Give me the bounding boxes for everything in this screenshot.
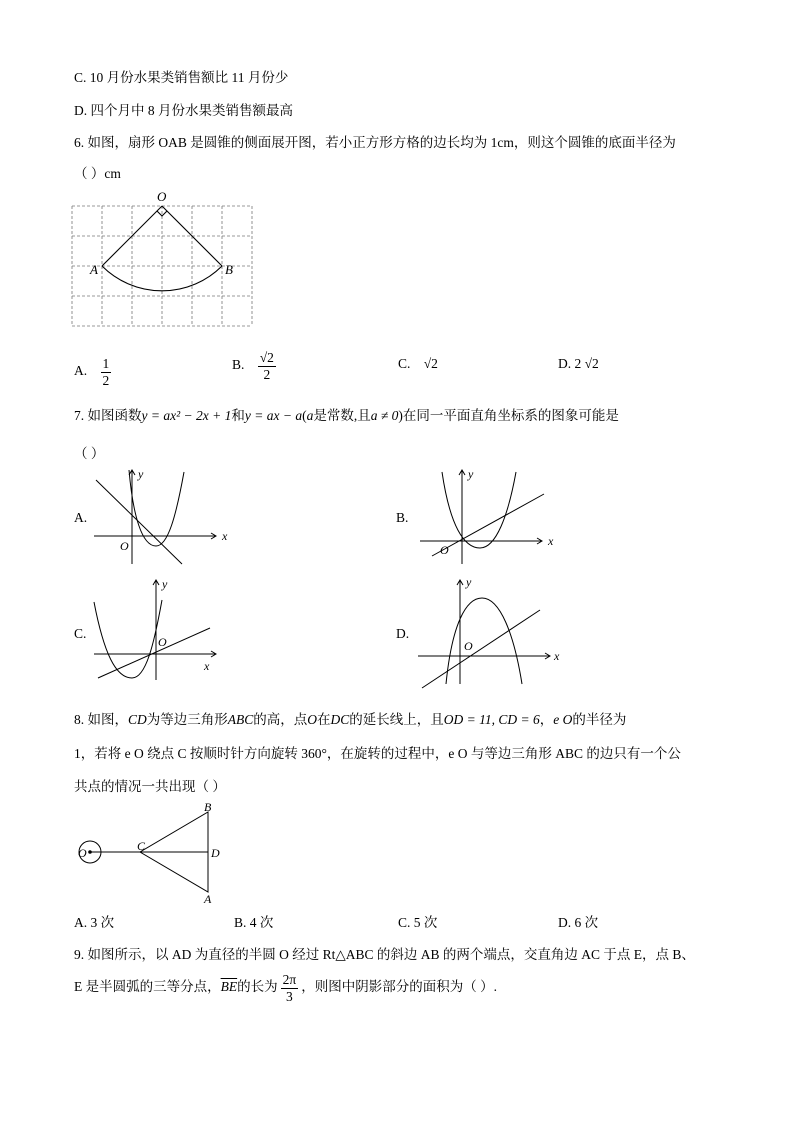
q8-option-b: B. 4 次 [234, 915, 274, 930]
q6-figure [68, 188, 258, 330]
stem-text: 在 [317, 712, 331, 727]
condition: a ≠ 0 [370, 408, 399, 423]
q8-option-d: D. 6 次 [558, 915, 599, 930]
q7-option-a-label: A. [74, 510, 88, 525]
label-a: A [90, 262, 98, 277]
option-label: A. [74, 363, 88, 379]
label-o: O [157, 189, 167, 204]
q6-option-d [558, 356, 599, 372]
q5-option-d: D. 四个月中 8 月份水果类销售额最高 [74, 103, 293, 118]
q6-option-b [232, 350, 276, 382]
fraction-numerator: √2 [259, 350, 274, 365]
fraction-denominator: 2 [263, 366, 271, 382]
x-axis-label: x [548, 534, 554, 548]
stem-text: 的延长线上，且 [349, 712, 444, 727]
q8-line-3: 共点的情况一共出现（ ） [74, 779, 226, 794]
x-axis-label: x [554, 649, 560, 663]
q5-option-c: C. 10 月份水果类销售额比 11 月份少 [74, 70, 289, 85]
q8-line-2: 1，若将 e O 绕点 C 按顺时针方向旋转 360°，在旋转的过程中，e O 与等边三角形 ABC 的边只有一个公 [74, 746, 681, 761]
fraction-numerator: 1 [102, 356, 110, 371]
stem-text: 和 [231, 408, 245, 423]
y-axis-label: y [162, 577, 168, 591]
arc-be: $\overline{BE}$ [220, 979, 238, 995]
x-axis-label: x [204, 659, 210, 673]
stem-text: 的长为 [237, 979, 278, 995]
q7-option-d-label: D. [396, 626, 410, 641]
q7-graph-b [412, 466, 552, 566]
q9-line-2 [74, 972, 497, 1004]
point-o: O [307, 712, 318, 727]
stem-text: 8. 如图， [74, 712, 128, 727]
stem-text: 的高，点 [253, 712, 308, 727]
fraction-denominator: 3 [286, 988, 293, 1004]
q7-blank: （ ） [74, 446, 105, 461]
segment-cd: CD [128, 712, 147, 727]
q9-line-1: 9. 如图所示，以 AD 为直径的半圆 O 经过 Rt△ABC 的斜边 AB 的两个端点，交直角边 AC 于点 E，点 B、 [74, 947, 695, 962]
q7-option-c-label: C. [74, 626, 87, 641]
option-label: C. [398, 356, 411, 371]
q6-blank: （ ）cm [74, 166, 121, 181]
q8-option-a: A. 3 次 [74, 915, 115, 930]
label-b: B [204, 800, 212, 814]
origin-label: O [158, 635, 167, 649]
stem-text: ，则图中阴影部分的面积为（ ）. [301, 979, 497, 995]
triangle-abc: ABC [227, 712, 254, 727]
stem-text: 是常数,且 [313, 408, 371, 423]
label-c: C [137, 839, 146, 853]
q8-option-c: C. 5 次 [398, 915, 438, 930]
q8-line-1 [74, 708, 626, 728]
function-2: y = ax − a [244, 408, 303, 423]
q7-stem [74, 404, 619, 424]
option-label: D. 2 [558, 356, 582, 371]
equation: OD = 11, CD = 6 [443, 712, 540, 727]
option-label: B. [232, 357, 245, 373]
segment-dc: DC [330, 712, 350, 727]
y-axis-label: y [138, 467, 144, 481]
q7-option-b-label: B. [396, 510, 409, 525]
y-axis-label: y [468, 467, 474, 481]
q6-option-a [74, 356, 111, 388]
stem-text: E 是半圆弧的三等分点， [74, 979, 221, 995]
variable-a: a [306, 408, 314, 423]
fraction-numerator: 2π [282, 972, 297, 987]
stem-text: 为等边三角形 [146, 712, 228, 727]
circle-o: e O [553, 712, 573, 727]
stem-text: )在同一平面直角坐标系的图象可能是 [398, 408, 619, 423]
option-expression: √2 [423, 356, 438, 371]
stem-text: ， [539, 712, 554, 727]
y-axis-label: y [466, 575, 472, 589]
label-a: A [204, 892, 212, 906]
q7-graph-d [412, 574, 562, 690]
q6-stem: 6. 如图，扇形 OAB 是圆锥的侧面展开图，若小正方形方格的边长均为 1cm，则这个圆锥的底面半径为 [74, 135, 676, 150]
stem-text: 7. 如图函数 [74, 408, 142, 423]
label-d: D [211, 846, 220, 860]
q8-figure [74, 800, 234, 908]
stem-text: 的半径为 [572, 712, 627, 727]
label-b: B [225, 262, 233, 277]
label-o: O [78, 846, 87, 860]
stem-text: ( [302, 408, 307, 423]
option-expression: √2 [584, 356, 599, 371]
fraction-denominator: 2 [102, 372, 110, 388]
origin-label: O [120, 539, 129, 553]
function-1: y = ax² − 2x + 1 [141, 408, 232, 423]
origin-label: O [440, 543, 449, 557]
origin-label: O [464, 639, 473, 653]
q7-graph-a [88, 466, 228, 566]
q7-graph-c [88, 574, 228, 684]
q6-option-c [398, 356, 438, 372]
x-axis-label: x [222, 529, 228, 543]
